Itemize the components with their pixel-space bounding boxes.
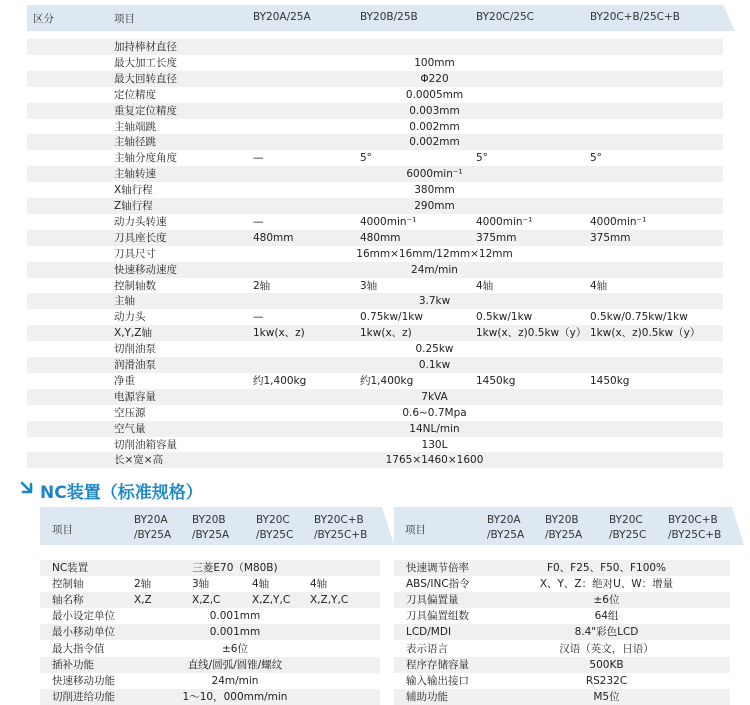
spec-value-a: — [253, 215, 264, 228]
spec-value-d: 1kw(x、z)0.5kw（y） [590, 327, 701, 340]
spec-value-a: — [253, 152, 264, 165]
nc-item-label: 刀具偏置量 [406, 594, 459, 607]
nc-item-label: 刀具偏置组数 [406, 610, 469, 623]
nc-value-c: X,Z,Y,C [252, 594, 291, 607]
spec-item-label: Z轴行程 [114, 200, 153, 212]
nc-left-table-row [40, 576, 380, 592]
nc-value-b: 3轴 [192, 578, 210, 591]
spec-value-a: 1kw(x、z) [253, 327, 305, 340]
spec-table-row [27, 278, 723, 294]
spec-value-b: 5° [360, 152, 372, 165]
spec-value-d: 375mm [590, 231, 631, 244]
nc-value-b: X,Z,C [192, 594, 221, 607]
spec-item-label: 刀具尺寸 [114, 247, 156, 260]
nc-right-table-row [394, 673, 730, 689]
spec-value-b: 3轴 [360, 279, 378, 292]
nc-value-all: X、Y、Z：绝对U、W：增量 [539, 578, 674, 591]
spec-value-c: 4000min⁻¹ [476, 215, 533, 228]
nc-value-all: 0.001mm [209, 610, 261, 623]
spec-table-row [27, 166, 723, 182]
spec-item-label: 快速移动速度 [114, 263, 177, 276]
nc-item-label: 快速调节倍率 [406, 562, 469, 574]
spec-value-a: 约1,400kg [253, 374, 307, 387]
spec-value-all: 16mm×16mm/12mm×12mm [356, 247, 513, 260]
nc-right-header-c2: /BY25C [609, 529, 647, 541]
spec-value-b: 480mm [360, 231, 401, 244]
spec-value-all: 7kVA [421, 390, 448, 403]
nc-right-table-row [394, 592, 730, 608]
spec-item-label: 主轴分度角度 [114, 152, 177, 165]
spec-item-label: 控制轴数 [114, 279, 156, 292]
nc-right-header-b2: /BY25A [545, 529, 583, 541]
spec-item-label: X轴行程 [114, 184, 153, 197]
spec-value-c: 1kw(x、z)0.5kw（y） [476, 327, 587, 340]
nc-right-table-row [394, 689, 730, 705]
spec-item-label: 净重 [114, 374, 135, 387]
nc-item-label: 最大指令值 [52, 642, 105, 655]
spec-item-label: 空气量 [114, 422, 146, 435]
spec-value-d: 1450kg [590, 374, 630, 387]
spec-value-b: 0.75kw/1kw [360, 311, 423, 324]
nc-value-d: X,Z,Y,C [310, 594, 349, 607]
spec-table-row [27, 389, 723, 405]
spec-table-row [27, 119, 723, 135]
spec-value-all: 1765×1460×1600 [385, 454, 484, 467]
spec-item-label: 长×宽×高 [114, 454, 164, 467]
nc-left-table-row [40, 592, 380, 608]
nc-value-all: RS232C [585, 674, 628, 687]
spec-table-row [27, 55, 723, 71]
spec-table-row [27, 150, 723, 166]
nc-left-header-c1: BY20C [256, 514, 290, 526]
nc-left-header-d1: BY20C+B [314, 514, 364, 526]
spec-table-row [27, 71, 723, 87]
nc-value-a: X,Z [134, 594, 152, 607]
nc-right-table-row [394, 657, 730, 673]
spec-item-label: 主轴径跳 [114, 136, 156, 149]
nc-value-all: M5位 [593, 690, 620, 703]
spec-value-all: 0.003mm [409, 104, 460, 117]
spec-value-all: 24m/min [411, 263, 458, 276]
nc-right-table-row [394, 576, 730, 592]
spec-item-label: 最大回转直径 [114, 72, 177, 85]
nc-right-header-c1: BY20C [609, 514, 643, 526]
spec-value-a: — [253, 311, 264, 324]
nc-right-table-row [394, 608, 730, 624]
nc-left-header-pointer [378, 507, 394, 545]
nc-value-all: ±6位 [222, 642, 248, 655]
nc-value-all: 64组 [594, 610, 619, 623]
nc-right-table-row [394, 560, 730, 576]
nc-left-table-row [40, 560, 380, 576]
spec-item-label: 刀具座长度 [114, 231, 167, 244]
spec-value-c: 1450kg [476, 374, 516, 387]
spec-table-row [27, 182, 723, 198]
spec-table-row [27, 452, 723, 468]
spec-value-all: Φ220 [420, 72, 449, 85]
spec-value-c: 4轴 [476, 279, 494, 292]
spec-value-all: 0.25kw [415, 343, 454, 356]
spec-table-row [27, 87, 723, 103]
spec-value-all: 0.1kw [418, 359, 451, 371]
nc-right-header-b1: BY20B [545, 514, 579, 526]
nc-left-header-d2: /BY25C+B [314, 529, 368, 541]
spec-value-d: 4000min⁻¹ [590, 215, 647, 228]
nc-left-header-b2: /BY25A [192, 529, 230, 541]
spec-item-label: 加持棒材直径 [114, 41, 177, 53]
spec-table-row [27, 198, 723, 214]
nc-left-header-c2: /BY25C [256, 529, 294, 541]
spec-table-row [27, 341, 723, 357]
nc-left-table-row [40, 657, 380, 673]
spec-item-label: 定位精度 [114, 88, 156, 101]
spec-table-row [27, 309, 723, 325]
nc-item-label: 最小移动单位 [52, 626, 115, 639]
spec-item-label: 切削油箱容量 [114, 438, 177, 451]
spec-table-row [27, 230, 723, 246]
header-model-d: BY20C+B/25C+B [590, 11, 680, 23]
nc-item-label: 轴名称 [52, 594, 84, 607]
spec-table-row [27, 325, 723, 341]
nc-item-label: 程序存储容量 [406, 658, 469, 671]
spec-table-row [27, 357, 723, 373]
nc-left-header-b1: BY20B [192, 514, 226, 526]
header-model-a: BY20A/25A [253, 11, 311, 23]
spec-header-pointer [715, 5, 735, 31]
spec-item-label: 动力头转速 [114, 215, 167, 228]
spec-table-row [27, 134, 723, 150]
nc-left-header-a1: BY20A [134, 514, 168, 526]
nc-value-all: 汉语（英文，日语） [559, 642, 654, 655]
header-model-c: BY20C/25C [476, 11, 534, 23]
nc-value-c: 4轴 [252, 578, 270, 591]
spec-value-b: 4000min⁻¹ [360, 215, 417, 228]
nc-right-header-pointer [728, 507, 744, 545]
nc-value-all: 8.4"彩色LCD [574, 626, 639, 639]
spec-value-a: 480mm [253, 231, 294, 244]
nc-value-a: 2轴 [134, 578, 152, 591]
spec-value-c: 5° [476, 152, 488, 165]
spec-value-b: 1kw(x、z) [360, 327, 412, 340]
spec-item-label: 动力头 [114, 311, 146, 324]
nc-item-label: 插补功能 [52, 658, 94, 671]
spec-value-all: 0.002mm [409, 136, 460, 149]
nc-right-header-a1: BY20A [487, 514, 521, 526]
nc-left-table-row [40, 673, 380, 689]
nc-right-header-a2: /BY25A [487, 529, 525, 541]
nc-item-label: 控制轴 [52, 578, 84, 591]
nc-left-table-row [40, 641, 380, 657]
section-arrow-icon [20, 480, 36, 496]
spec-table-row [27, 421, 723, 437]
spec-value-all: 290mm [414, 200, 455, 212]
spec-table-row [27, 103, 723, 119]
spec-value-c: 375mm [476, 231, 517, 244]
nc-item-label: NC装置 [52, 562, 89, 574]
nc-item-label: 切削进给功能 [52, 690, 115, 703]
spec-item-label: 切削油泵 [114, 343, 156, 356]
nc-right-table-row [394, 624, 730, 640]
spec-item-label: 主轴转速 [114, 168, 156, 181]
nc-value-all: 三菱E70（M80B) [192, 562, 278, 574]
spec-table-row [27, 214, 723, 230]
nc-left-table-row [40, 608, 380, 624]
nc-right-header-d2: /BY25C+B [668, 529, 722, 541]
spec-item-label: 主轴端跳 [114, 120, 156, 133]
spec-item-label: 润滑油泵 [114, 359, 156, 371]
spec-value-d: 5° [590, 152, 602, 165]
nc-item-label: ABS/INC指令 [406, 578, 470, 591]
spec-table-row [27, 437, 723, 453]
header-model-b: BY20B/25B [360, 11, 418, 23]
nc-item-label: LCD/MDI [406, 626, 452, 639]
nc-value-all: 0.001mm [209, 626, 261, 639]
nc-value-all: 1～10，000mm/min [182, 690, 288, 703]
spec-item-label: 空压源 [114, 406, 146, 419]
spec-value-all: 3.7kw [418, 295, 451, 308]
nc-left-header-item: 项目 [52, 524, 73, 536]
spec-value-c: 0.5kw/1kw [476, 311, 533, 324]
nc-item-label: 表示语言 [406, 642, 448, 655]
nc-value-all: 500KB [589, 658, 624, 671]
spec-value-all: 100mm [414, 56, 455, 69]
nc-value-all: 直线/圆弧/圆锥/螺纹 [187, 658, 283, 671]
nc-right-table-row [394, 641, 730, 657]
spec-value-all: 130L [421, 438, 448, 451]
spec-item-label: 重复定位精度 [114, 104, 177, 117]
spec-value-a: 2轴 [253, 279, 271, 292]
spec-table-row [27, 373, 723, 389]
spec-table-row [27, 405, 723, 421]
nc-item-label: 辅助功能 [406, 690, 448, 703]
spec-table-row [27, 246, 723, 262]
header-category: 区分 [33, 13, 54, 25]
spec-value-all: 380mm [414, 184, 455, 197]
spec-value-all: 0.6~0.7Mpa [402, 406, 467, 419]
nc-left-header-a2: /BY25A [134, 529, 172, 541]
nc-item-label: 快速移动功能 [52, 674, 115, 687]
nc-value-all: 24m/min [211, 674, 259, 687]
spec-value-all: 0.0005mm [405, 88, 464, 101]
spec-item-label: 电源容量 [114, 390, 156, 403]
nc-right-header-d1: BY20C+B [668, 514, 718, 526]
nc-value-d: 4轴 [310, 578, 328, 591]
spec-table-row [27, 39, 723, 55]
spec-value-all: 14NL/min [409, 422, 460, 435]
spec-value-all: 6000min⁻¹ [406, 168, 463, 181]
header-item: 项目 [114, 13, 135, 25]
spec-item-label: X,Y,Z轴 [114, 327, 152, 340]
spec-item-label: 主轴 [114, 295, 135, 308]
nc-section-title: NC装置（标准规格） [40, 483, 203, 503]
spec-table-row [27, 262, 723, 278]
nc-item-label: 输入输出接口 [406, 674, 469, 687]
spec-item-label: 最大加工长度 [114, 56, 177, 69]
nc-right-header-item: 项目 [405, 524, 426, 536]
nc-value-all: ±6位 [593, 594, 620, 607]
spec-value-all: 0.002mm [409, 120, 460, 133]
spec-value-d: 4轴 [590, 279, 608, 292]
spec-value-b: 约1,400kg [360, 374, 414, 387]
spec-table-row [27, 293, 723, 309]
nc-item-label: 最小设定单位 [52, 610, 115, 623]
nc-left-table-row [40, 624, 380, 640]
nc-value-all: F0、F25、F50、F100% [546, 562, 667, 574]
nc-left-table-row [40, 689, 380, 705]
spec-value-d: 0.5kw/0.75kw/1kw [590, 311, 688, 324]
